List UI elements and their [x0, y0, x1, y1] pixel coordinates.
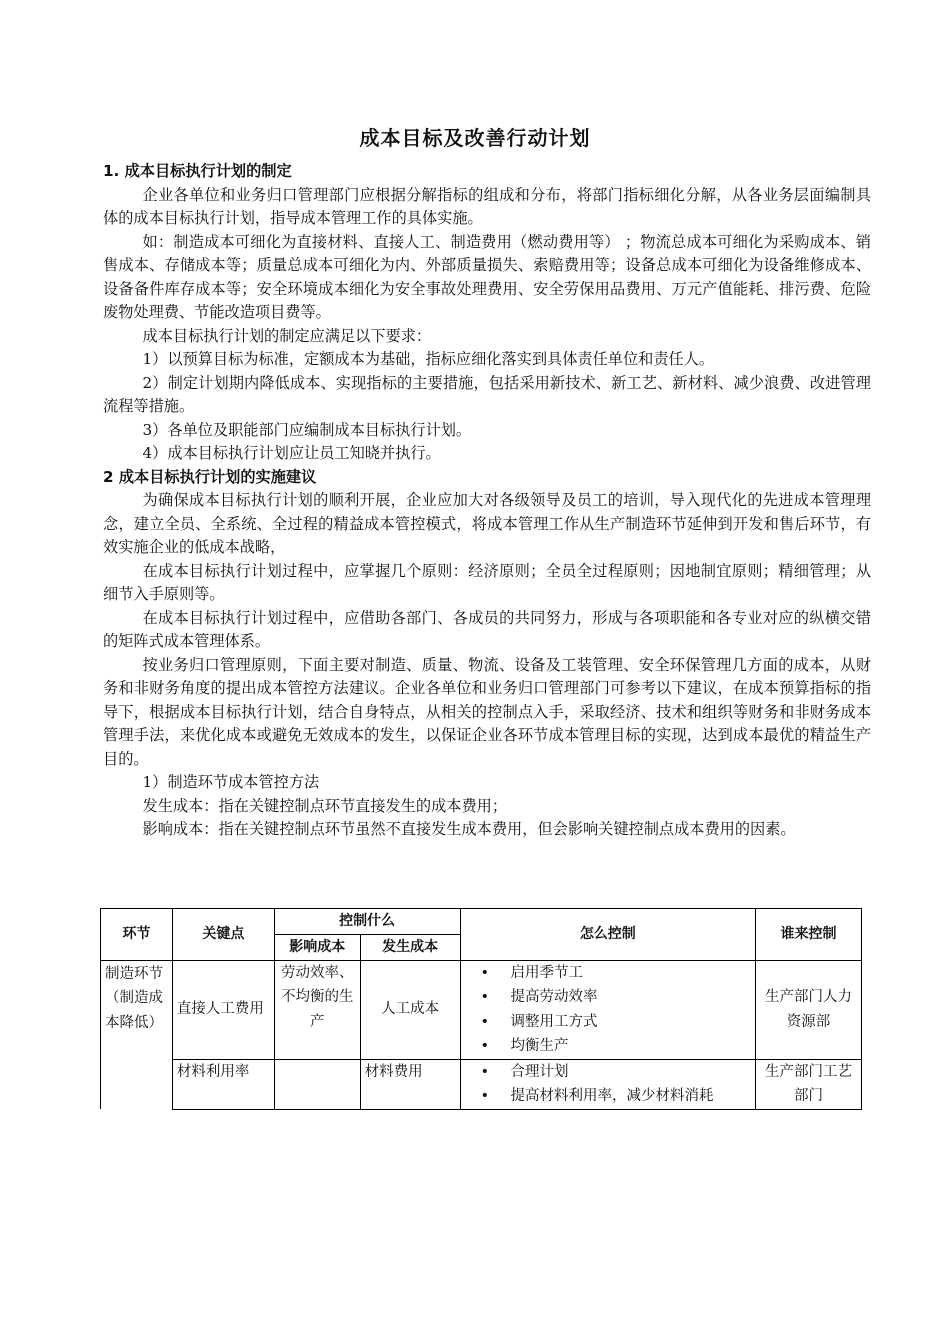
header-who-controls: 谁来控制: [756, 909, 862, 961]
table-row: [101, 1059, 862, 1109]
section-1-heading: 1. 成本目标执行计划的制定: [103, 162, 292, 180]
cell-who: 生产部门人力资源部: [756, 960, 862, 1059]
subsection-heading: 1）制造环节成本管控方法: [142, 773, 320, 791]
header-control-what: 控制什么: [274, 909, 460, 935]
paragraph: 成本目标执行计划的制定应满足以下要求：: [142, 326, 432, 345]
list-item: • 合理计划: [511, 1060, 752, 1085]
header-influence-cost: 影响成本: [274, 935, 360, 961]
cell-link: 制造环节（制造成本降低）: [101, 960, 173, 1109]
table-row: [101, 960, 862, 1059]
paragraph: 发生成本：指在关键控制点环节直接发生的成本费用；: [142, 796, 508, 815]
cost-control-table: [100, 908, 862, 1110]
requirement-item: 4）成本目标执行计划应让员工知晓并执行。: [142, 444, 441, 462]
requirement-item: 3）各单位及职能部门应编制成本目标执行计划。: [142, 420, 472, 439]
list-item: • 启用季节工: [511, 961, 752, 986]
requirement-item: 1）以预算目标为标准，定额成本为基础，指标应细化落实到具体责任单位和责任人。: [142, 350, 715, 368]
cell-key-point: 材料利用率: [172, 1059, 274, 1109]
cell-how: [460, 1059, 756, 1109]
paragraph: 按业务归口管理原则，下面主要对制造、质量、物流、设备及工装管理、安全环保管理几方面的成本，从财务和非财务角度的提出成本管控方法建议。企业各单位和业务归口管理部门可参考以下建议，在成本预算指标的指导下，根据成本目标执行计划，结合自身特点，从相关的控制点入手，采取经济、技术和组织等财务和非财务成本管理手法，来优化成本或避免无效成本的发生，以保证企业各环节成本管理目标的实现，达到成本最优的精益生产目的。: [103, 655, 871, 768]
paragraph: 在成本目标执行计划过程中，应借助各部门、各成员的共同努力，形成与各项职能和各专业对应的纵横交错的矩阵式成本管理体系。: [103, 608, 871, 650]
list-item: • 提高材料利用率，减少材料消耗: [511, 1084, 752, 1109]
document-title: 成本目标及改善行动计划: [359, 126, 591, 150]
list-item: • 提高劳动效率: [511, 985, 752, 1010]
cell-key-point: 直接人工费用: [172, 960, 274, 1059]
cell-incurred: 材料费用: [360, 1059, 460, 1109]
cell-who: 生产部门工艺部门: [756, 1059, 862, 1109]
header-link: 环节: [101, 909, 173, 961]
paragraph: 为确保成本目标执行计划的顺利开展，企业应加大对各级领导及员工的培训，导入现代化的先进成本管理理念，建立全员、全系统、全过程的精益成本管控模式，将成本管理工作从生产制造环节延伸到开发和售后环节，有效实施企业的低成本战略，: [103, 491, 871, 556]
cell-incurred: 人工成本: [360, 960, 460, 1059]
cell-influence: 劳动效率、不均衡的生产: [274, 960, 360, 1059]
list-item: • 均衡生产: [511, 1034, 752, 1059]
section-2-heading: 2 成本目标执行计划的实施建议: [103, 467, 317, 486]
paragraph: 影响成本：指在关键控制点环节虽然不直接发生成本费用，但会影响关键控制点成本费用的因素。: [142, 820, 796, 838]
header-incurred-cost: 发生成本: [360, 935, 460, 961]
cell-influence: [274, 1059, 360, 1109]
cell-how: [460, 960, 756, 1059]
paragraph: 企业各单位和业务归口管理部门应根据分解指标的组成和分布，将部门指标细化分解，从各业务层面编制具体的成本目标执行计划，指导成本管理工作的具体实施。: [103, 185, 871, 227]
paragraph: 如：制造成本可细化为直接材料、直接人工、制造费用（燃动费用等） ；物流总成本可细化为采购成本、销售成本、存储成本等；质量总成本可细化为内、外部质量损失、索赔费用等；设备总成本可细化为设备维修成本、设备备件库存成本等；安全环境成本细化为安全事故处理费用、安全劳保用品费用、万元产值能耗、排污费、危险废物处理费、节能改造项目费等。: [103, 232, 871, 321]
paragraph: 在成本目标执行计划过程中，应掌握几个原则：经济原则；全员全过程原则；因地制宜原则；精细管理；从细节入手原则等。: [103, 561, 871, 603]
list-item: • 调整用工方式: [511, 1010, 752, 1035]
header-how-control: 怎么控制: [460, 909, 756, 961]
header-key-point: 关键点: [172, 909, 274, 961]
document-body: [103, 160, 871, 842]
requirement-item: 2）制定计划期内降低成本、实现指标的主要措施，包括采用新技术、新工艺、新材料、减少浪费、改进管理流程等措施。: [103, 373, 871, 415]
